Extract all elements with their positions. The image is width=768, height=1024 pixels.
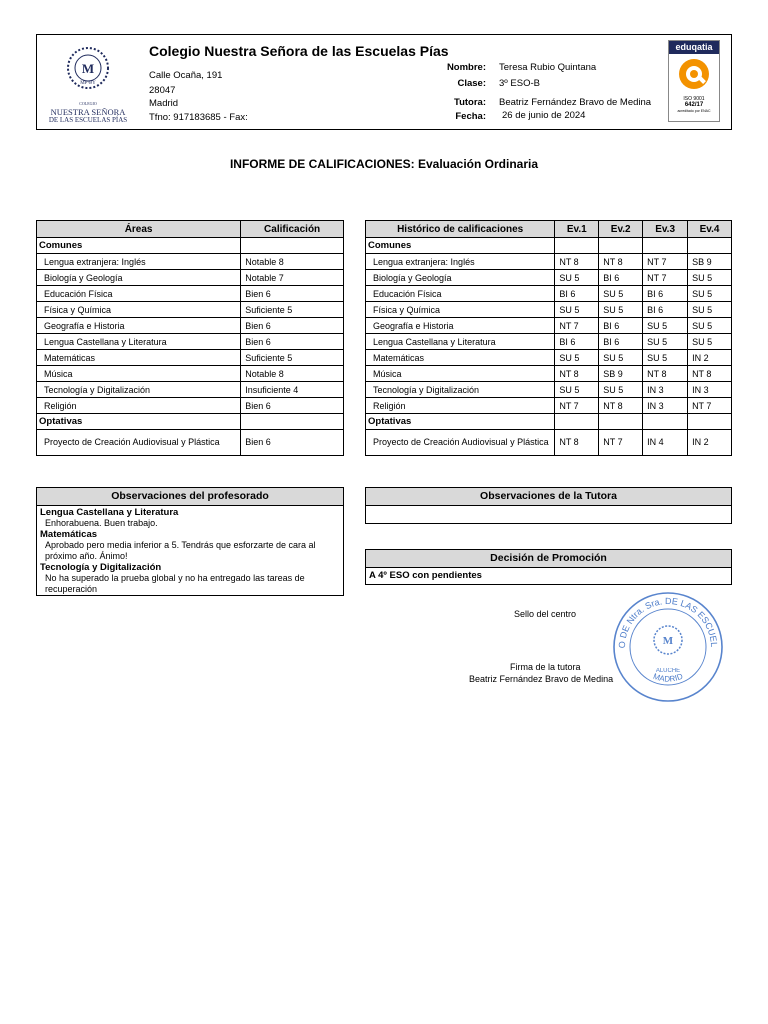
promotion-decision: A 4º ESO con pendientes (365, 568, 732, 585)
ev3-grade: IN 3 (643, 398, 688, 414)
stamp-inner-text: ALUCHE (655, 668, 681, 674)
subject-name: Geografía e Historia (37, 318, 241, 334)
promotion-title: Decisión de Promoción (365, 549, 732, 568)
subject-grade: Bien 6 (241, 430, 344, 456)
subject-name: Matemáticas (37, 350, 241, 366)
logo-line-2: NUESTRA SEÑORA (50, 107, 126, 117)
ev2-grade: BI 6 (599, 318, 643, 334)
school-stamp (611, 590, 725, 704)
ev2-grade: NT 8 (599, 398, 643, 414)
subject-name: Biología y Geología (37, 270, 241, 286)
teacher-observations-panel (36, 487, 344, 596)
grades-row (37, 270, 344, 286)
ev4-grade: SU 5 (688, 270, 732, 286)
subject-grade: Suficiente 5 (241, 302, 344, 318)
ev3-grade: IN 4 (643, 430, 688, 456)
svg-text:M: M (81, 61, 95, 76)
observation-text: Enhorabuena. Buen trabajo. (45, 518, 158, 528)
firma-label: Firma de la tutora (510, 662, 581, 672)
ev3-grade: BI 6 (643, 286, 688, 302)
cert-iso: ISO 9001 (683, 96, 705, 102)
subject-grade: Bien 6 (241, 286, 344, 302)
ev1-grade: BI 6 (555, 286, 599, 302)
ev1-grade: NT 7 (555, 398, 599, 414)
history-row (366, 382, 732, 398)
subject-name: Música (37, 366, 241, 382)
ev1-grade: SU 5 (555, 270, 599, 286)
ev2-grade: SU 5 (599, 350, 643, 366)
grades-table (36, 220, 344, 456)
tutor-observations-title: Observaciones de la Tutora (365, 487, 732, 506)
subject-name: Tecnología y Digitalización (366, 382, 555, 398)
ev3-grade (643, 414, 688, 430)
subject-name: Música (366, 366, 555, 382)
history-row (366, 414, 732, 430)
firma-tutora-name: Beatriz Fernández Bravo de Medina (469, 674, 614, 684)
grades-row (37, 366, 344, 382)
logo-line-1: COLEGIO (79, 101, 97, 106)
subject-grade: Notable 7 (241, 270, 344, 286)
subject-name: Religión (37, 398, 241, 414)
subject-name: Proyecto de Creación Audiovisual y Plástica (37, 430, 241, 456)
history-row (366, 430, 732, 456)
certification-badge (668, 40, 720, 122)
history-table (365, 220, 732, 456)
subject-name: Educación Física (37, 286, 241, 302)
ev4-grade: NT 8 (688, 366, 732, 382)
ev1-grade: BI 6 (555, 334, 599, 350)
subject-grade: Notable 8 (241, 366, 344, 382)
ev2-grade: NT 7 (599, 430, 643, 456)
school-postal-code: 28047 (149, 85, 176, 96)
ev4-header: Ev.4 (688, 221, 732, 238)
ev1-grade: SU 5 (555, 350, 599, 366)
subject-name: Educación Física (366, 286, 555, 302)
subject-name: Biología y Geología (366, 270, 555, 286)
subject-name: Religión (366, 398, 555, 414)
sello-label: Sello del centro (514, 609, 577, 619)
subject-name: Tecnología y Digitalización (37, 382, 241, 398)
ev2-grade (599, 414, 643, 430)
ev1-grade: SU 5 (555, 382, 599, 398)
tutora-value: Beatriz Fernández Bravo de Medina (499, 97, 652, 108)
history-row (366, 398, 732, 414)
ev1-grade: NT 8 (555, 430, 599, 456)
ev1-grade (555, 238, 599, 254)
logo-caption (44, 100, 132, 124)
ev4-grade: SU 5 (688, 286, 732, 302)
ev4-grade: IN 3 (688, 382, 732, 398)
ev4-grade: IN 2 (688, 430, 732, 456)
grades-row (37, 350, 344, 366)
ev1-header: Ev.1 (555, 221, 599, 238)
ev4-grade: SU 5 (688, 318, 732, 334)
ev2-grade: BI 6 (599, 270, 643, 286)
subject-name: Lengua extranjera: Inglés (366, 254, 555, 270)
cert-brand: eduqatia (669, 41, 719, 54)
ev4-grade (688, 238, 732, 254)
observation-subject: Tecnología y Digitalización (40, 562, 162, 573)
grades-row (37, 334, 344, 350)
grades-row (37, 318, 344, 334)
subject-name: Proyecto de Creación Audiovisual y Plástica (366, 430, 555, 456)
ev1-grade: NT 8 (555, 366, 599, 382)
history-row (366, 302, 732, 318)
ev2-grade: SU 5 (599, 286, 643, 302)
subject-grade: Bien 6 (241, 334, 344, 350)
report-title: INFORME DE CALIFICACIONES: Evaluación Ordinaria (229, 157, 539, 171)
school-city: Madrid (149, 98, 179, 109)
ev3-grade: SU 5 (643, 318, 688, 334)
subject-grade: Notable 8 (241, 254, 344, 270)
subject-grade (241, 414, 344, 430)
history-row (366, 238, 732, 254)
cert-q-icon (677, 57, 711, 91)
subject-grade: Bien 6 (241, 398, 344, 414)
subject-name: Lengua Castellana y Literatura (37, 334, 241, 350)
subject-grade: Bien 6 (241, 318, 344, 334)
ev3-grade: IN 3 (643, 382, 688, 398)
stamp-bottom-text: MADRID (651, 671, 685, 684)
section-label: Comunes (366, 238, 555, 254)
ev3-header: Ev.3 (643, 221, 688, 238)
clase-label: Clase: (457, 78, 486, 89)
fecha-label: Fecha: (455, 111, 486, 122)
ev1-grade: SU 5 (555, 302, 599, 318)
grades-row (37, 398, 344, 414)
history-row (366, 254, 732, 270)
ev3-grade: NT 7 (643, 270, 688, 286)
ev1-grade: NT 7 (555, 318, 599, 334)
teacher-observations-title: Observaciones del profesorado (36, 487, 344, 506)
cert-note: acreditado por ENAC (677, 109, 711, 113)
col-calificacion-header: Calificación (241, 221, 344, 238)
ev4-grade: SB 9 (688, 254, 732, 270)
tutor-observations-body (365, 506, 732, 524)
school-address: Calle Ocaña, 191 (149, 70, 223, 81)
ev2-header: Ev.2 (599, 221, 643, 238)
stamp-seal-icon (611, 590, 725, 704)
ev4-grade: SU 5 (688, 334, 732, 350)
section-label: Optativas (37, 414, 241, 430)
grades-row (37, 302, 344, 318)
nombre-label: Nombre: (446, 62, 486, 73)
svg-text:MP ΘY: MP ΘY (80, 81, 96, 86)
ev4-grade: NT 7 (688, 398, 732, 414)
ev1-grade: NT 8 (555, 254, 599, 270)
ev2-grade: SB 9 (599, 366, 643, 382)
observation-subject: Lengua Castellana y Literatura (40, 507, 179, 518)
observation-text: Aprobado pero media inferior a 5. Tendrás que esforzarte de cara al próximo año. Ánimo! (45, 540, 316, 561)
subject-name: Lengua extranjera: Inglés (37, 254, 241, 270)
subject-name: Matemáticas (366, 350, 555, 366)
subject-grade (241, 238, 344, 254)
observation-text: No ha superado la prueba global y no ha entregado las tareas de recuperación (45, 573, 305, 594)
subject-grade: Suficiente 5 (241, 350, 344, 366)
ev2-grade: SU 5 (599, 382, 643, 398)
grades-row (37, 254, 344, 270)
observation-subject: Matemáticas (40, 529, 98, 540)
history-row (366, 366, 732, 382)
grades-row (37, 414, 344, 430)
tutor-observations-panel (365, 487, 732, 524)
history-row (366, 270, 732, 286)
promotion-panel (365, 549, 732, 585)
stamp-arc-text: O DE Ntra. Sra. DE LAS ESCUEL (616, 595, 720, 649)
subject-name: Lengua Castellana y Literatura (366, 334, 555, 350)
history-row (366, 318, 732, 334)
history-row (366, 350, 732, 366)
ev3-grade (643, 238, 688, 254)
subject-grade: Insuficiente 4 (241, 382, 344, 398)
school-name: Colegio Nuestra Señora de las Escuelas Pías (149, 43, 449, 59)
nombre-value: Teresa Rubio Quintana (499, 62, 597, 73)
ev3-grade: SU 5 (643, 334, 688, 350)
ev3-grade: NT 8 (643, 366, 688, 382)
grades-row (37, 382, 344, 398)
ev1-grade (555, 414, 599, 430)
cert-code: 642/17 (684, 102, 704, 108)
history-row (366, 334, 732, 350)
col-areas-header: Áreas (37, 221, 241, 238)
ev2-grade: SU 5 (599, 302, 643, 318)
subject-name: Geografía e Historia (366, 318, 555, 334)
ev4-grade: SU 5 (688, 302, 732, 318)
school-phone: Tfno: 917183685 - Fax: (149, 112, 248, 123)
ev2-grade (599, 238, 643, 254)
subject-name: Física y Química (37, 302, 241, 318)
subject-name: Física y Química (366, 302, 555, 318)
grades-row (37, 238, 344, 254)
ev2-grade: NT 8 (599, 254, 643, 270)
ev4-grade: IN 2 (688, 350, 732, 366)
grades-row (37, 430, 344, 456)
ev3-grade: NT 7 (643, 254, 688, 270)
ev3-grade: SU 5 (643, 350, 688, 366)
section-label: Comunes (37, 238, 241, 254)
fecha-value: 26 de junio de 2024 (502, 110, 586, 121)
history-title-header: Histórico de calificaciones (366, 221, 555, 238)
tutora-label: Tutora: (453, 97, 486, 108)
section-label: Optativas (366, 414, 555, 430)
ev4-grade (688, 414, 732, 430)
ev2-grade: BI 6 (599, 334, 643, 350)
grades-row (37, 286, 344, 302)
clase-value: 3º ESO-B (499, 78, 540, 89)
history-row (366, 286, 732, 302)
svg-text:M: M (662, 635, 674, 647)
teacher-observations-body (36, 506, 344, 596)
ev3-grade: BI 6 (643, 302, 688, 318)
logo-line-3: DE LAS ESCUELAS PÍAS (48, 116, 128, 124)
